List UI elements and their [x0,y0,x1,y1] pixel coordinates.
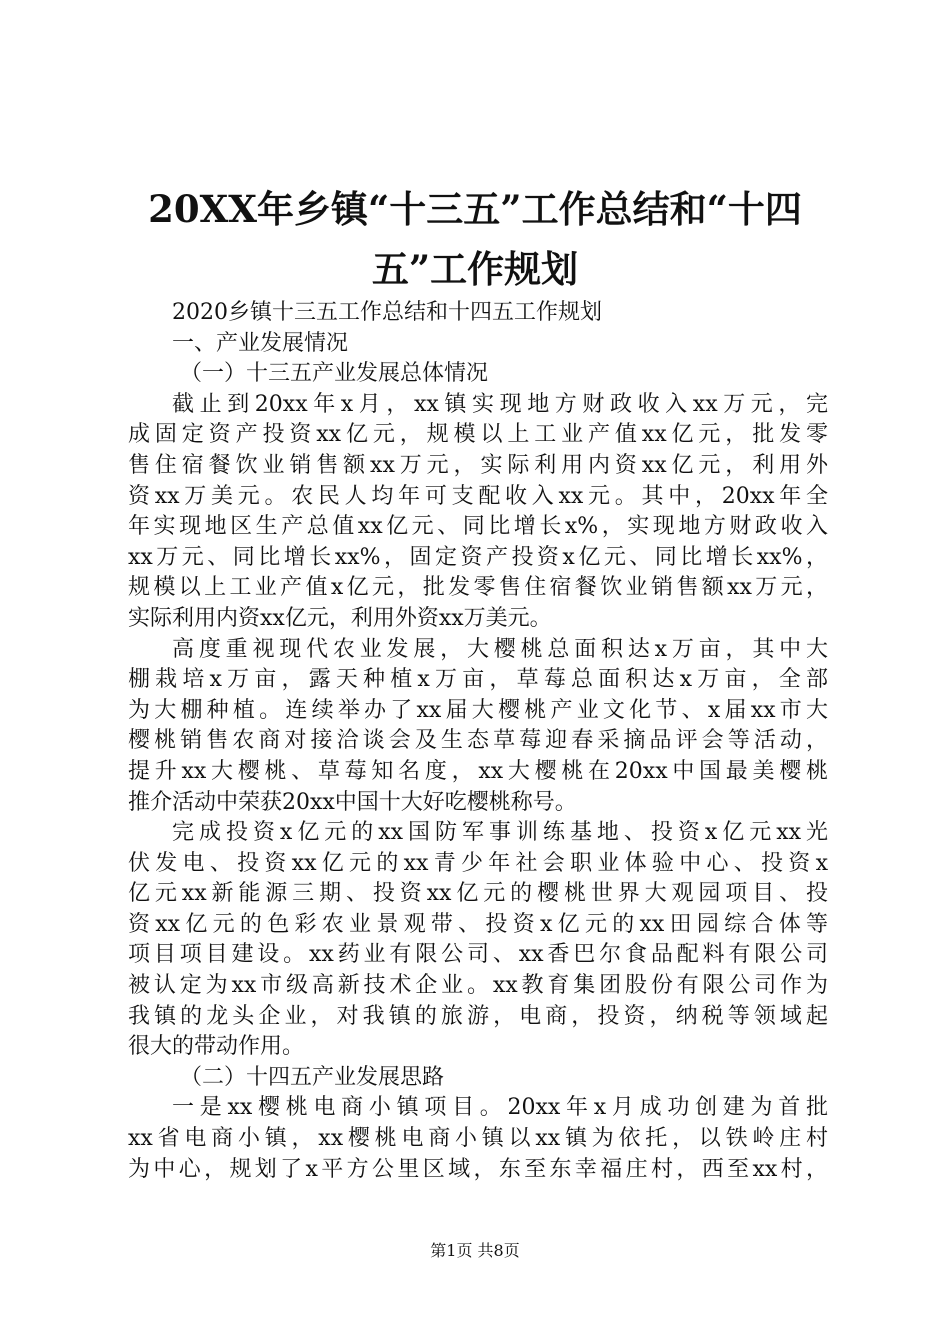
paragraph-2 [128,635,828,819]
page-footer: 第1页 共8页 [430,1241,520,1260]
paragraph-line: 资xx万美元。农民人均年可支配收入xx元。其中，20xx年全 [128,483,828,509]
paragraph-line: 亿元xx新能源三期、投资xx亿元的樱桃世界大观园项目、投 [128,881,828,907]
paragraph-1 [128,390,828,635]
paragraph-line: 项目项目建设。xx药业有限公司、xx香巴尔食品配料有限公司 [128,942,828,968]
document-title-line-2: 五”工作规划 [371,247,579,291]
paragraph-line: xx省电商小镇，xx樱桃电商小镇以xx镇为依托，以铁岭庄村 [128,1126,828,1152]
document-body [128,298,828,1185]
document-title-line-1: 20XX年乡镇“十三五”工作总结和“十四 [148,187,802,231]
paragraph-line: 很大的带动作用。 [128,1034,305,1060]
subsection-heading: （一）十三五产业发展总体情况 [180,361,489,387]
paragraph-line: 一是xx樱桃电商小镇项目。20xx年x月成功创建为首批 [172,1095,828,1121]
paragraph-line: 推介活动中荣获20xx中国十大好吃樱桃称号。 [128,789,577,815]
paragraph-line: 被认定为xx市级高新技术企业。xx教育集团股份有限公司作为 [128,973,828,999]
paragraph-line: 我镇的龙头企业，对我镇的旅游，电商，投资，纳税等领域起 [128,1003,828,1029]
section-heading: 一、产业发展情况 [172,330,349,356]
paragraph-3 [128,818,828,1063]
paragraph-line: 截止到20xx年x月，xx镇实现地方财政收入xx万元，完 [172,391,828,417]
paragraph-line: 为中心，规划了x平方公里区域，东至东幸福庄村，西至xx村， [128,1156,828,1182]
paragraph-line: 实际利用内资xx亿元，利用外资xx万美元。 [128,605,552,631]
paragraph-line: 提升xx大樱桃、草莓知名度，xx大樱桃在20xx中国最美樱桃 [128,758,828,784]
paragraph-line: 成固定资产投资xx亿元，规模以上工业产值xx亿元，批发零 [128,422,828,448]
paragraph-line: xx万元、同比增长xx%，固定资产投资x亿元、同比增长xx%， [128,544,828,570]
paragraph-line: 年实现地区生产总值xx亿元、同比增长x%，实现地方财政收入 [128,514,828,540]
paragraph-line: 完成投资x亿元的xx国防军事训练基地、投资x亿元xx光 [172,820,828,846]
subtitle: 2020乡镇十三五工作总结和十四五工作规划 [172,300,602,325]
paragraph-line: 售住宿餐饮业销售额xx万元，实际利用内资xx亿元，利用外 [128,452,828,478]
paragraph-line: 资xx亿元的色彩农业景观带、投资x亿元的xx田园综合体等 [128,911,828,937]
paragraph-line: 樱桃销售农商对接洽谈会及生态草莓迎春采摘品评会等活动， [128,728,828,754]
paragraph-line: 棚栽培x万亩，露天种植x万亩，草莓总面积达x万亩，全部 [128,667,828,693]
paragraph-line: 伏发电、投资xx亿元的xx青少年社会职业体验中心、投资x [128,850,828,876]
paragraph-line: 为大棚种植。连续举办了xx届大樱桃产业文化节、x届xx市大 [128,697,828,723]
subsection-heading: （二）十四五产业发展思路 [180,1064,445,1090]
paragraph-4 [128,1093,828,1185]
paragraph-line: 高度重视现代农业发展，大樱桃总面积达x万亩，其中大 [172,636,828,662]
paragraph-line: 规模以上工业产值x亿元，批发零售住宿餐饮业销售额xx万元， [128,575,828,601]
